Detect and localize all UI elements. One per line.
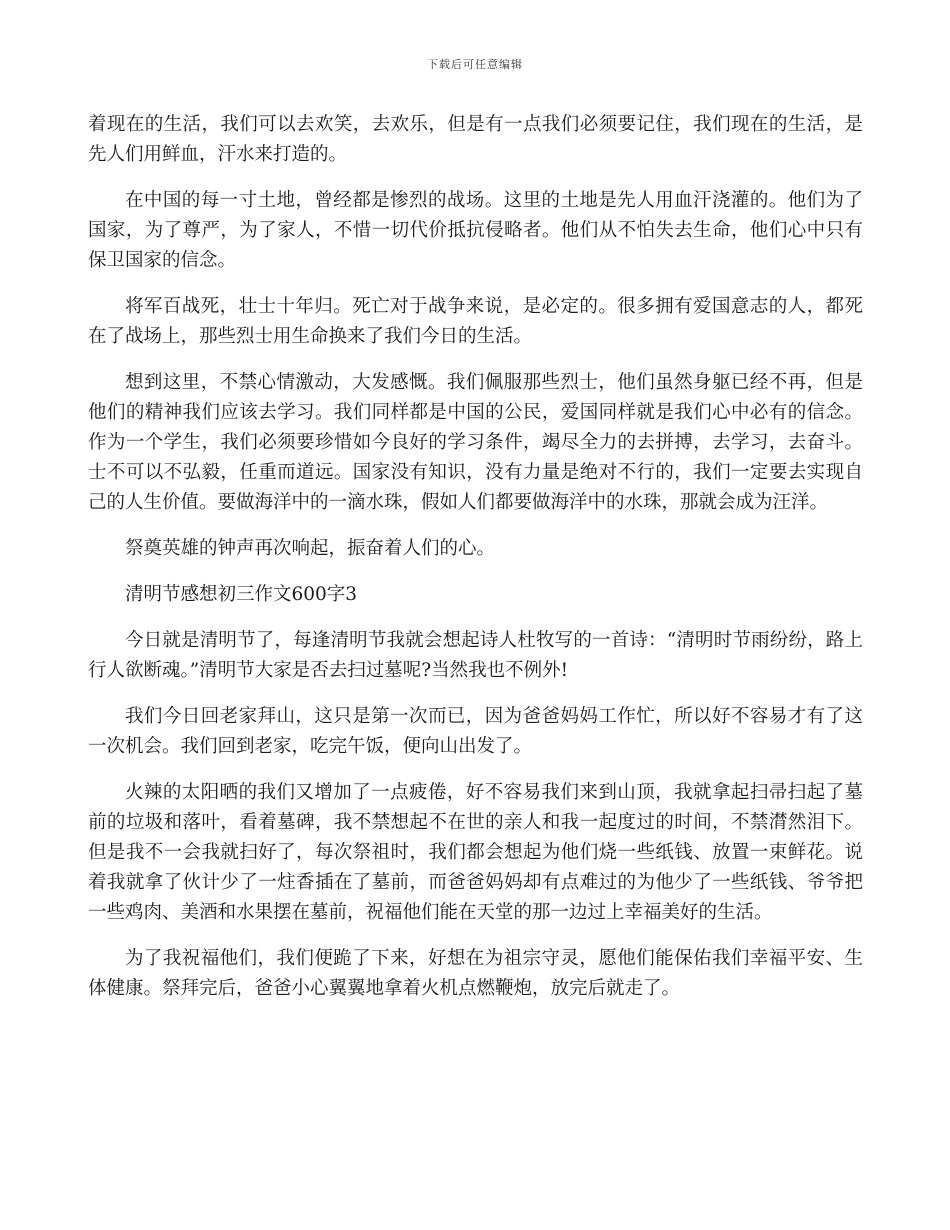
paragraph: 我们今日回老家拜山，这只是第一次而已，因为爸爸妈妈工作忙，所以好不容易才有了这一次机会。我们回到老家，吃完午饭，便向山出发了。 [88,706,863,757]
document-body [88,110,863,1020]
paragraph: 将军百战死，壮士十年归。死亡对于战争来说，是必定的。很多拥有爱国意志的人，都死在了战场上，那些烈士用生命换来了我们今日的生活。 [88,296,863,347]
paragraph: 祭奠英雄的钟声再次响起，振奋着人们的心。 [125,538,496,559]
section-title: 清明节感想初三作文600字3 [125,584,358,605]
paragraph: 着现在的生活，我们可以去欢笑，去欢乐，但是有一点我们必须要记住，我们现在的生活，是先人们用鲜血，汗水来打造的。 [88,114,863,165]
page-header-note: 下载后可任意编辑 [427,58,523,71]
paragraph: 想到这里，不禁心情激动，大发感慨。我们佩服那些烈士，他们虽然身躯已经不再，但是他们的精神我们应该去学习。我们同样都是中国的公民，爱国同样就是我们心中必有的信念。作为一个学生，我们必须要珍惜如今良好的学习条件，竭尽全力的去拼搏，去学习，去奋斗。士不可以不弘毅，任重而道远。国家没有知识，没有力量是绝对不行的，我们一定要去实现自己的人生价值。要做海洋中的一滴水珠，假如人们都要做海洋中的水珠，那就会成为汪洋。 [88,372,863,513]
paragraph: 为了我祝福他们，我们便跪了下来，好想在为祖宗守灵，愿他们能保佑我们幸福平安、生体健康。祭拜完后，爸爸小心翼翼地拿着火机点燃鞭炮，放完后就走了。 [88,948,863,999]
paragraph: 在中国的每一寸土地，曾经都是惨烈的战场。这里的土地是先人用血汗浇灌的。他们为了国家，为了尊严，为了家人，不惜一切代价抵抗侵略者。他们从不怕失去生命，他们心中只有保卫国家的信念。 [88,190,863,271]
paragraph: 火辣的太阳晒的我们又增加了一点疲倦，好不容易我们来到山顶，我就拿起扫帚扫起了墓前的垃圾和落叶，看着墓碑，我不禁想起不在世的亲人和我一起度过的时间，不禁潸然泪下。但是我不一会我就扫好了，每次祭祖时，我们都会想起为他们烧一些纸钱、放置一束鲜花。说着我就拿了伙计少了一炷香插在了墓前，而爸爸妈妈却有点难过的为他少了一些纸钱、爷爷把一些鸡肉、美酒和水果摆在墓前，祝福他们能在天堂的那一边过上幸福美好的生活。 [88,782,863,923]
paragraph: 今日就是清明节了，每逢清明节我就会想起诗人杜牧写的一首诗：“清明时节雨纷纷，路上行人欲断魂。”清明节大家是否去扫过墓呢?当然我也不例外! [88,630,863,681]
